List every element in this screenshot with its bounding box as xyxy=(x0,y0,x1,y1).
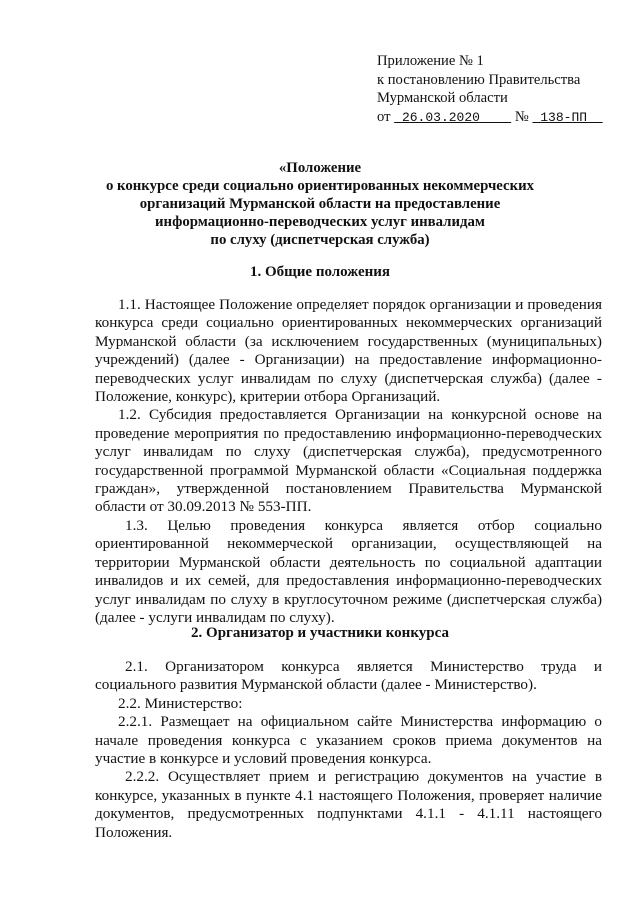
annex-date: 26.03.2020 xyxy=(401,109,480,125)
paragraph-2-2-1: 2.2.1. Размещает на официальном сайте Министерства информацию о начале проведения конкурса с указанием сроков приема документов на участие в конкурсе и условий проведения конкурса. xyxy=(95,713,602,768)
annex-number: 138-ПП xyxy=(540,109,588,125)
annex-header xyxy=(377,52,627,127)
annex-from-label: от xyxy=(377,108,391,125)
annex-date-number-line xyxy=(377,108,627,128)
title-line-4: информационно-переводческих услуг инвалидам xyxy=(155,214,485,230)
paragraph-2-1: 2.1. Организатором конкурса является Министерство труда и социального развития Мурманской области (далее - Министерство). xyxy=(95,658,602,694)
title-line-2: о конкурсе среди социально ориентированных некоммерческих xyxy=(105,178,535,194)
paragraph-2-2-2: 2.2.2. Осуществляет прием и регистрацию документов на участие в конкурсе, указанных в пункте 4.1 настоящего Положения, проверяет наличие документов, предусмотренных подпунктами 4.1.1 - 4.1.11 настоящего Положения. xyxy=(95,768,602,841)
document-title xyxy=(90,159,550,249)
paragraph-2-2: 2.2. Министерство: xyxy=(118,694,243,712)
title-line-1: «Положение xyxy=(278,160,362,176)
paragraph-1-1: 1.1. Настоящее Положение определяет порядок организации и проведения конкурса среди социально ориентированных некоммерческих организаций Мурманской области (за исключением государственных (муниципальных) учреждений) (далее - Организации) на предоставление информационно-переводческих услуг инвалидам по слуху (диспетчерская служба) (далее - Положение, конкурс), критерии отбора Организаций. xyxy=(95,296,602,406)
title-line-3: организаций Мурманской области на предоставление xyxy=(139,196,501,212)
annex-line-1: Приложение № 1 xyxy=(377,53,484,69)
paragraph-1-3: 1.3. Целью проведения конкурса является отбор социально ориентированной некоммерческой организации, осуществляющей на территории Мурманской области деятельность по социальной адаптации инвалидов и их семей, для предоставления информационно-переводческих услуг инвалидам по слуху в круглосуточном режиме (диспетчерская служба) (далее - услуги инвалидам по слуху). xyxy=(95,516,602,626)
annex-number-label: № xyxy=(514,108,529,125)
section-2-heading: 2. Организатор и участники конкурса xyxy=(191,625,449,641)
section-1-heading: 1. Общие положения xyxy=(249,264,391,280)
annex-line-2: к постановлению Правительства xyxy=(377,71,581,88)
title-line-5: по слуху (диспетчерская служба) xyxy=(210,232,430,248)
annex-line-3: Мурманской области xyxy=(377,90,508,106)
section-2-body xyxy=(95,658,602,842)
section-1-body xyxy=(95,296,602,627)
paragraph-1-2: 1.2. Субсидия предоставляется Организации на конкурсной основе на проведение мероприятия по предоставлению информационно-переводческих услуг инвалидам по слуху (диспетчерская служба), предусмотренного государственной программой Мурманской области «Социальная поддержка граждан», утвержденной постановлением Правительства Мурманской области от 30.09.2013 № 553-ПП. xyxy=(95,406,602,516)
